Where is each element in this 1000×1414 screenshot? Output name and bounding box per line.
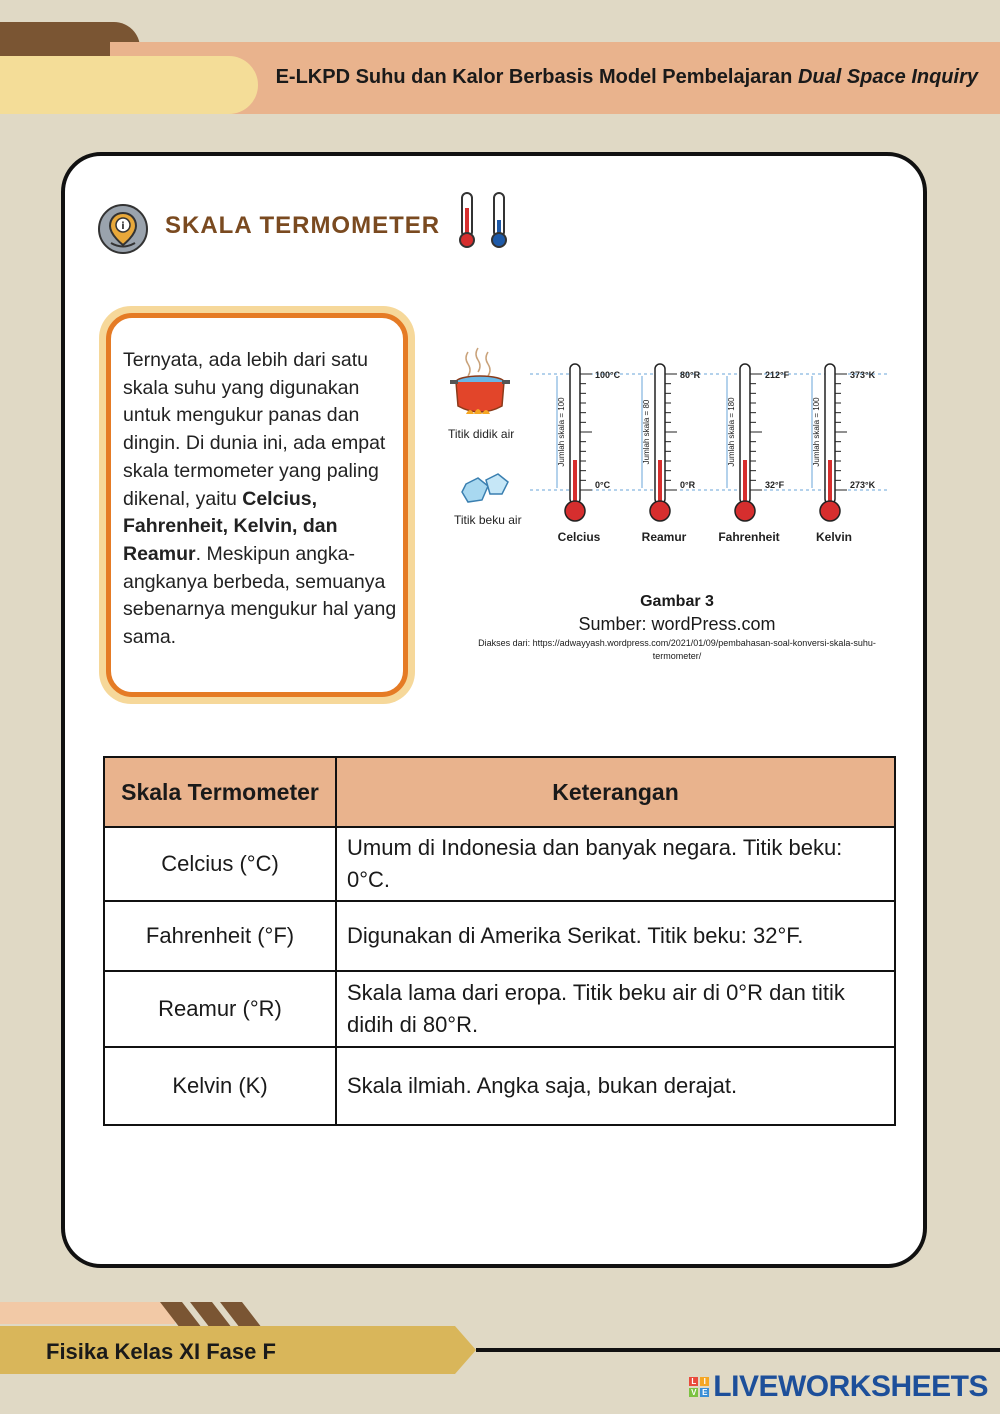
- info-pin-icon: [97, 203, 149, 255]
- thermometer-range-label: Jumlah skala = 100: [812, 397, 821, 467]
- liveworksheets-logo-text: LIVEWORKSHEETS: [713, 1370, 988, 1403]
- svg-text:i: i: [121, 221, 125, 232]
- table-cell-scale: Fahrenheit (°F): [104, 901, 336, 971]
- header-title-italic: Dual Space Inquiry: [797, 66, 978, 88]
- liveworksheets-logo-icon: L I V E: [691, 1377, 708, 1397]
- footer-stripes-decor: [160, 1302, 270, 1328]
- footer-subject: Fisika Kelas XI Fase F: [46, 1339, 276, 1364]
- scale-table: [103, 756, 896, 1126]
- section-title: SKALA TERMOMETER: [165, 212, 441, 239]
- table-header-row: [104, 757, 895, 827]
- thermometer-mercury: [743, 460, 747, 504]
- thermometer-range-label: Jumlah skala = 100: [557, 397, 566, 467]
- intro-text-start: Ternyata, ada lebih dari satu skala suhu yang digunakan untuk mengukur panas dan dingin. Di dunia ini, ada empat skala termometer yang paling dikenal, yaitu: [123, 349, 386, 510]
- thermometer-top-label: 80°R: [680, 370, 701, 380]
- thermometer-bulb: [735, 501, 755, 521]
- table-cell-scale: Kelvin (K): [104, 1047, 336, 1125]
- table-cell-description: Umum di Indonesia dan banyak negara. Titik beku: 0°C.: [336, 827, 895, 901]
- thermometer-bottom-label: 0°R: [680, 480, 696, 490]
- thermometer-name: Kelvin: [815, 530, 853, 544]
- table-header-scale: Skala Termometer: [104, 757, 336, 827]
- intro-text-bold: Celcius, Fahrenheit, Kelvin, dan Reamur: [123, 487, 338, 565]
- thermometer-mercury: [658, 460, 662, 504]
- header-decor-yellow: [0, 56, 258, 114]
- thermometer-mercury: [573, 460, 577, 504]
- figure-accessed-url: Diakses dari: https://adwayyash.wordpress.com/2021/01/09/pembahasan-soal-konversi-skala-suhu-termometer/: [478, 638, 876, 661]
- thermometer-top-label: 100°C: [595, 370, 621, 380]
- table-cell-description: Skala ilmiah. Angka saja, bukan derajat.: [336, 1047, 895, 1125]
- thermometer-top-label: 212°F: [765, 370, 790, 380]
- thermometer-bottom-label: 0°C: [595, 480, 611, 490]
- footer-line: [476, 1348, 1000, 1352]
- table-row: [104, 1047, 895, 1125]
- thermometer-scale-figure: [440, 340, 900, 555]
- header-title: [276, 66, 978, 89]
- table-cell-description: Digunakan di Amerika Serikat. Titik beku: 32°F.: [336, 901, 895, 971]
- boiling-pot-icon: [450, 348, 510, 414]
- thermometer-bulb: [820, 501, 840, 521]
- thermometer-bottom-label: 32°F: [765, 480, 785, 490]
- table-header-description: Keterangan: [336, 757, 895, 827]
- intro-text: [123, 347, 403, 652]
- table-cell-description: Skala lama dari eropa. Titik beku air di 0°R dan titik didih di 80°R.: [336, 971, 895, 1047]
- thermometer-mercury: [828, 460, 832, 504]
- table-cell-scale: Celcius (°C): [104, 827, 336, 901]
- thermometer-name: Fahrenheit: [718, 530, 780, 544]
- thermometer-bulb: [650, 501, 670, 521]
- thermometer-icon: [454, 190, 520, 250]
- thermometer-bulb: [565, 501, 585, 521]
- thermometer-range-label: Jumlah skala = 80: [642, 399, 651, 465]
- thermometer-name: Celcius: [557, 530, 601, 544]
- thermometer-bottom-label: 273°K: [850, 480, 876, 490]
- intro-text-end: . Meskipun angka-angkanya berbeda, semuanya sebenarnya mengukur hal yang sama.: [123, 542, 397, 649]
- table-row: [104, 827, 895, 901]
- figure-caption: [455, 593, 899, 663]
- header-title-main: E-LKPD Suhu dan Kalor Berbasis Model Pembelajaran: [275, 66, 793, 88]
- table-row: [104, 971, 895, 1047]
- thermometer-name: Reamur: [641, 530, 687, 544]
- table-row: [104, 901, 895, 971]
- thermometer-range-label: Jumlah skala = 180: [727, 397, 736, 467]
- liveworksheets-logo[interactable]: [689, 1370, 988, 1404]
- figure-number: Gambar 3: [640, 593, 714, 610]
- boiling-point-label: Titik didik air: [448, 427, 515, 441]
- freezing-point-label: Titik beku air: [454, 513, 522, 527]
- thermometer-top-label: 373°K: [850, 370, 876, 380]
- figure-source: Sumber: wordPress.com: [578, 614, 776, 634]
- table-cell-scale: Reamur (°R): [104, 971, 336, 1047]
- ice-cube-icon: [462, 474, 508, 502]
- footer-decor-salmon: [0, 1302, 175, 1324]
